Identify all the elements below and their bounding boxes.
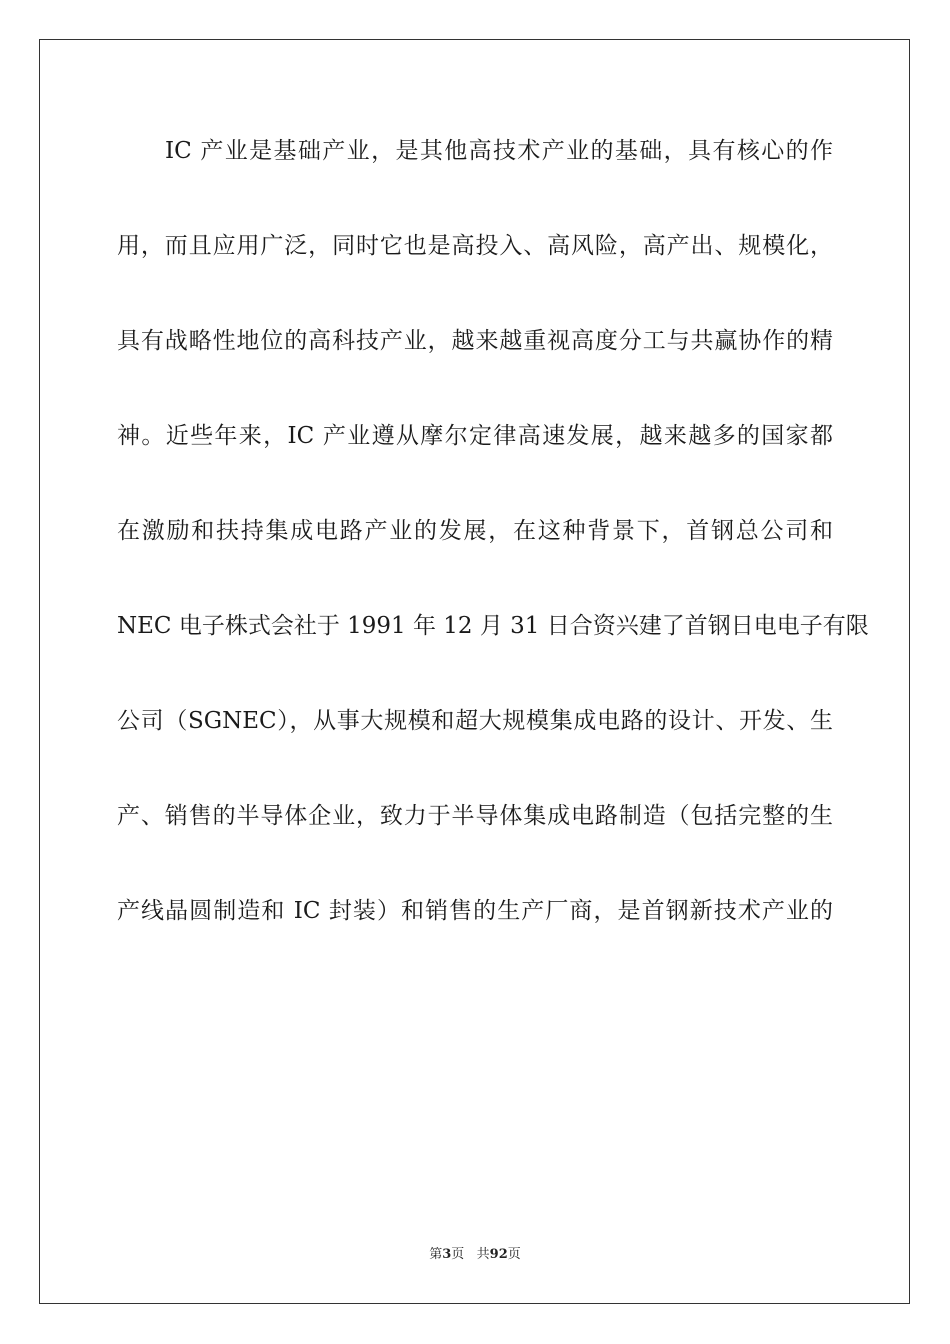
- page-footer: [0, 1246, 950, 1264]
- page-suffix: 页: [507, 1247, 521, 1262]
- paragraph-line: 产线晶圆制造和 IC 封装）和销售的生产厂商，是首钢新技术产业的: [117, 898, 833, 924]
- paragraph-line: 神。近些年来，IC 产业遵从摩尔定律高速发展，越来越多的国家都: [117, 423, 833, 449]
- page-total: 92: [489, 1247, 508, 1262]
- paragraph-line: 产、销售的半导体企业，致力于半导体集成电路制造（包括完整的生: [117, 803, 833, 829]
- paragraph-line: IC 产业是基础产业，是其他高技术产业的基础，具有核心的作: [165, 138, 833, 164]
- page-current: 3: [442, 1247, 452, 1262]
- paragraph-line: NEC 电子株式会社于 1991 年 12 月 31 日合资兴建了首钢日电电子有限: [117, 613, 869, 639]
- paragraph-line: 公司（SGNEC），从事大规模和超大规模集成电路的设计、开发、生: [117, 708, 833, 734]
- page-mid: 页 共: [451, 1247, 490, 1262]
- page-prefix: 第: [429, 1247, 443, 1262]
- paragraph-line: 用，而且应用广泛，同时它也是高投入、高风险，高产出、规模化，: [117, 233, 833, 259]
- page-border: [39, 39, 910, 1304]
- paragraph-line: 在激励和扶持集成电路产业的发展，在这种背景下，首钢总公司和: [117, 518, 833, 544]
- paragraph-line: 具有战略性地位的高科技产业，越来越重视高度分工与共赢协作的精: [117, 328, 833, 354]
